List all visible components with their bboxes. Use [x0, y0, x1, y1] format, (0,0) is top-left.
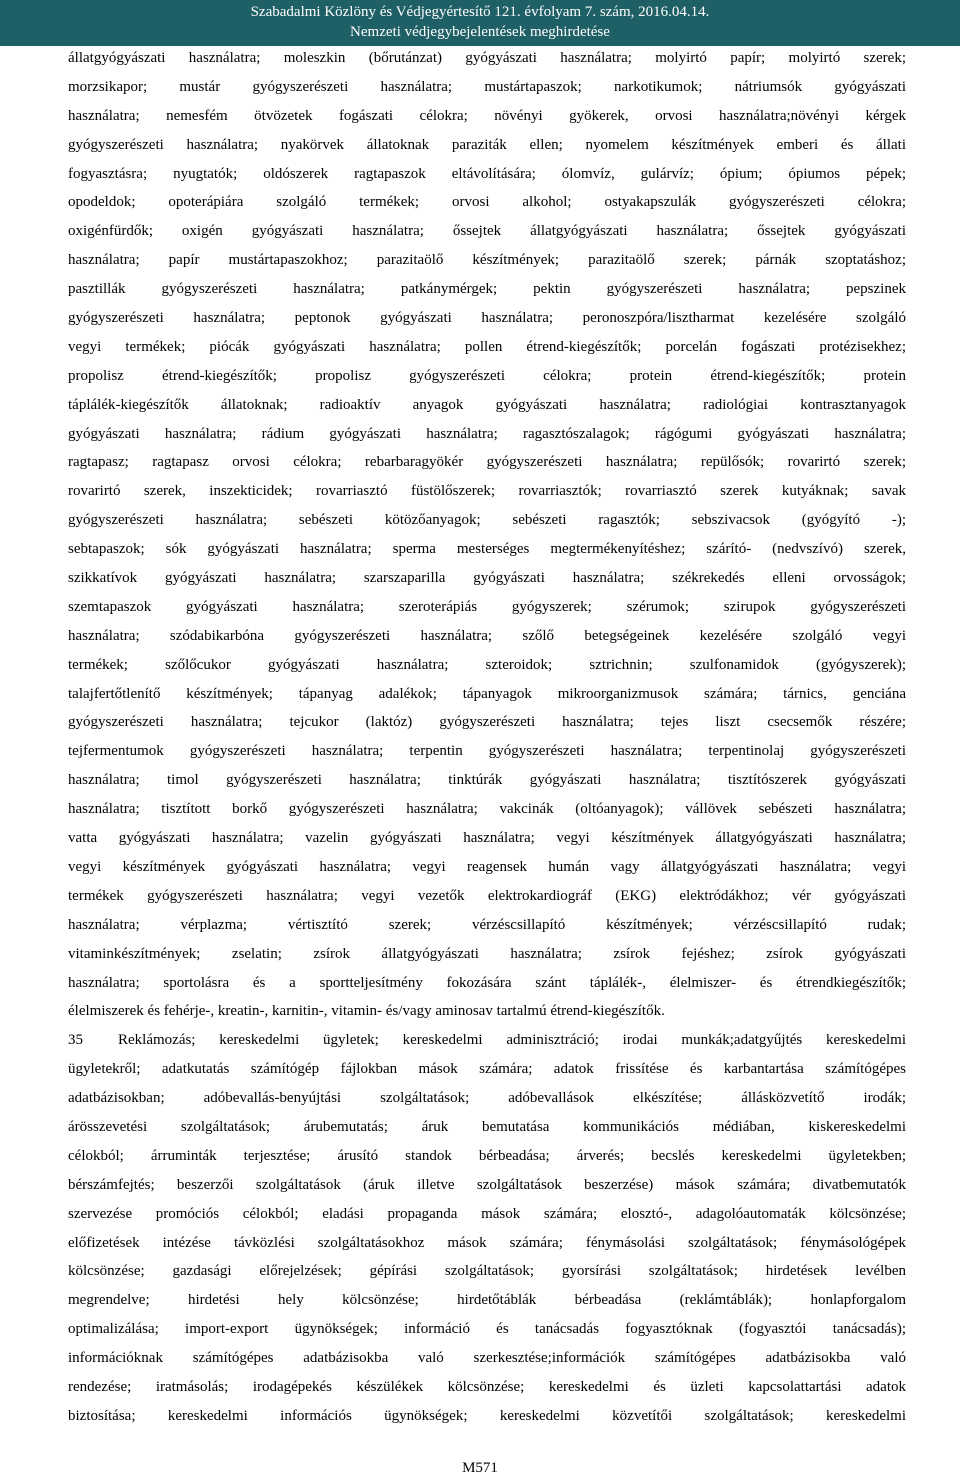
text-line: vegyi készítmények gyógyászati használatra; vegyi reagensek humán vagy állatgyógyászati használatra; vegyi [68, 858, 906, 875]
text-line: rendezése; iratmásolás; irodagépekés készülékek kölcsönzése; kereskedelmi és üzleti kapcsolattartási adatok [68, 1378, 906, 1395]
publication-title: Szabadalmi Közlöny és Védjegyértesítő 121. évfolyam 7. szám, 2016.04.14. [250, 4, 710, 20]
text-line: gyógyszerészeti használatra; sebészeti kötözőanyagok; sebészeti ragasztók; sebszivacsok (gyógyító -); [68, 512, 906, 529]
text-line: sebtapaszok; sók gyógyászati használatra; sperma mesterséges megtermékenyítéshez; szárító- (nedvszívó) szerek, [68, 541, 906, 558]
text-line: vegyi termékek; piócák gyógyászati használatra; pollen étrend-kiegészítők; porcelán fogászati protézisekhez; [68, 338, 906, 355]
text-line: használatra; vérplazma; vértisztító szerek; vérzéscsillapító készítmények; vérzéscsillapító rudak; [68, 916, 906, 933]
text-line: használatra; timol gyógyszerészeti használatra; tinktúrák gyógyászati használatra; tisztítószerek gyógyászati [68, 772, 906, 789]
text-line: vitaminkészítmények; zselatin; zsírok állatgyógyászati használatra; zsírok fejéshez; zsírok gyógyászati [68, 945, 906, 962]
page-body [68, 44, 906, 1431]
text-line: gyógyszerészeti használatra; peptonok gyógyászati használatra; peronoszpóra/lisztharmat kezelésére szolgáló [68, 310, 906, 327]
text-line: használatra; sportolásra és a sportteljesítmény fokozására szánt táplálék-, élelmiszer- és étrendkiegészítők; [68, 974, 906, 991]
class-35-first-line-text: Reklámozás; kereskedelmi ügyletek; kereskedelmi adminisztráció; irodai munkák;adatgyűjtés kereskedelmi [118, 1032, 906, 1049]
text-line: rovarirtó szerek, inszekticidek; rovarriasztó füstölőszerek; rovarriasztók; rovarriasztó szerek kutyáknak; savak [68, 483, 906, 500]
class-35-first-line [68, 1026, 906, 1055]
class-number: 35 [68, 1032, 83, 1049]
text-line: gyógyászati használatra; rádium gyógyászati használatra; ragasztószalagok; rágógumi gyógyászati használatra; [68, 425, 906, 442]
text-line: bérszámfejtés; beszerzői szolgáltatások (áruk illetve szolgáltatások beszerzése) mások számára; divatbemutatók [68, 1176, 906, 1193]
page-number: M571 [462, 1460, 498, 1476]
text-line: vatta gyógyászati használatra; vazelin gyógyászati használatra; vegyi készítmények állatgyógyászati használatra; [68, 830, 906, 847]
text-line: optimalizálása; import-export ügynökségek; információ és tanácsadás fogyasztóknak (fogyasztói tanácsadás); [68, 1321, 906, 1338]
text-line: használatra; tisztított borkő gyógyszerészeti használatra; vakcinák (oltóanyagok); vállövek sebészeti használatra; [68, 801, 906, 818]
text-line: talajfertőtlenítő készítmények; tápanyag adalékok; tápanyagok mikroorganizmusok számára; tárnics, genciána [68, 685, 906, 702]
text-line: gyógyszerészeti használatra; nyakörvek állatoknak paraziták ellen; nyomelem készítmények emberi és állati [68, 136, 906, 153]
text-line: szikkatívok gyógyászati használatra; szarszaparilla gyógyászati használatra; székrekedés elleni orvosságok; [68, 570, 906, 587]
text-line: használatra; papír mustártapaszokhoz; parazitaölő készítmények; parazitaölő szerek; párnák szoptatáshoz; [68, 252, 906, 269]
text-line: pasztillák gyógyszerészeti használatra; patkánymérgek; pektin gyógyszerészeti használatra; pepszinek [68, 281, 906, 298]
text-line: ügyletekről; adatkutatás számítógép fájlokban mások számára; adatok frissítése és karbantartása számítógépes [68, 1061, 906, 1078]
text-line: tejfermentumok gyógyszerészeti használatra; terpentin gyógyszerészeti használatra; terpentinolaj gyógyszerészeti [68, 743, 906, 760]
text-line: szervezése promóciós célokból; eladási propaganda mások számára; elosztó-, adagolóautomaták kölcsönzése; [68, 1205, 906, 1222]
text-line: termékek; szőlőcukor gyógyászati használatra; szteroidok; sztrichnin; szulfonamidok (gyógyszerek); [68, 656, 906, 673]
text-line: kölcsönzése; gazdasági előrejelzések; gépírási szolgáltatások; gyorsírási szolgáltatások; hirdetések levélben [68, 1263, 906, 1280]
text-line: információknak számítógépes adatbázisokba való szerkesztése;információk számítógépes adatbázisokba való [68, 1350, 906, 1367]
text-line: szemtapaszok gyógyászati használatra; szeroterápiás gyógyszerek; szérumok; szirupok gyógyszerészeti [68, 598, 906, 615]
text-line: gyógyszerészeti használatra; tejcukor (laktóz) gyógyszerészeti használatra; tejes liszt csecsemők részére; [68, 714, 906, 731]
text-line: élelmiszerek és fehérje-, kreatin-, karnitin-, vitamin- és/vagy aminosav tartalmú étrend-kiegészítők. [68, 1003, 665, 1020]
section-title: Nemzeti védjegybejelentések meghirdetése [350, 24, 610, 40]
goods-list-class-5 [68, 44, 906, 1026]
text-line: állatgyógyászati használatra; moleszkin (bőrutánzat) gyógyászati használatra; molyirtó papír; molyirtó szerek; [68, 50, 906, 66]
publication-header [0, 0, 960, 46]
text-line: használatra; nemesfém ötvözetek fogászati célokra; növényi gyökerek, orvosi használatra;növényi kérgek [68, 107, 906, 124]
text-line: morzsikapor; mustár gyógyszerészeti használatra; mustártapaszok; narkotikumok; nátriumsók gyógyászati [68, 78, 906, 95]
text-line: táplálék-kiegészítők állatoknak; radioaktív anyagok gyógyászati használatra; radiológiai kontrasztanyagok [68, 396, 906, 413]
text-line: célokból; árruminták terjesztése; árusító standok bérbeadása; árverés; becslés kereskedelmi ügyletekben; [68, 1147, 906, 1164]
text-line: használatra; szódabikarbóna gyógyszerészeti használatra; szőlő betegségeinek kezelésére szolgáló vegyi [68, 627, 906, 644]
text-line: oxigénfürdők; oxigén gyógyászati használatra; őssejtek állatgyógyászati használatra; őssejtek gyógyászati [68, 223, 906, 240]
text-line: propolisz étrend-kiegészítők; propolisz gyógyszerészeti célokra; protein étrend-kiegészítők; protein [68, 367, 906, 384]
text-line: fogyasztásra; nyugtatók; oldószerek ragtapaszok eltávolítására; ólomvíz, gulárvíz; ópium; ópiumos pépek; [68, 165, 906, 182]
services-list-class-35 [68, 1055, 906, 1431]
text-line: termékek gyógyszerészeti használatra; vegyi vezetők elektrokardiográf (EKG) elektródákhoz; vér gyógyászati [68, 887, 906, 904]
text-line: megrendelve; hirdetési hely kölcsönzése; hirdetőtáblák bérbeadása (reklámtáblák); honlapforgalom [68, 1292, 906, 1309]
text-line: biztosítása; kereskedelmi információs ügynökségek; kereskedelmi közvetítői szolgáltatások; kereskedelmi [68, 1407, 906, 1424]
text-line: előfizetések intézése távközlési szolgáltatásokhoz mások számára; fénymásolási szolgáltatások; fénymásológépek [68, 1234, 906, 1251]
text-line: árösszevetési szolgáltatások; árubemutatás; áruk bemutatása kommunikációs médiában, kiskereskedelmi [68, 1118, 906, 1135]
text-line: ragtapasz; ragtapasz orvosi célokra; rebarbaragyökér gyógyszerészeti használatra; repülősók; rovarirtó szerek; [68, 454, 906, 471]
text-line: opodeldok; opoterápiára szolgáló termékek; orvosi alkohol; ostyakapszulák gyógyszerészeti célokra; [68, 194, 906, 211]
text-line: adatbázisokban; adóbevallás-benyújtási szolgáltatások; adóbevallások elkészítése; állásközvetítő irodák; [68, 1090, 906, 1107]
